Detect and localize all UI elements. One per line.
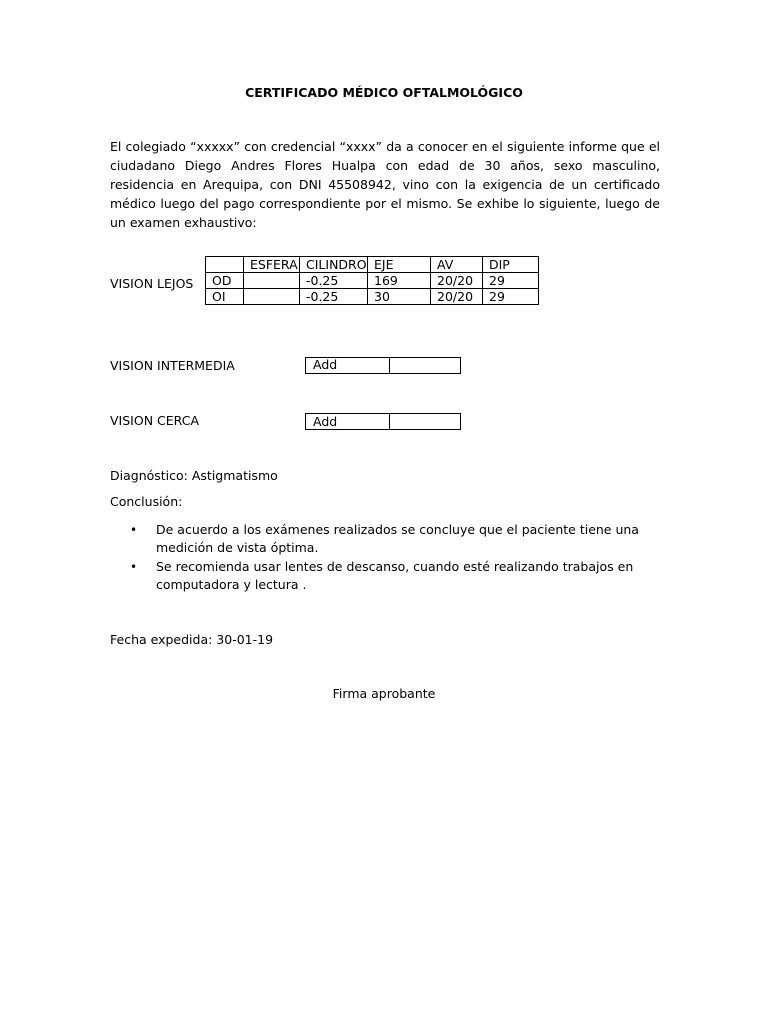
table-header-cell: ESFERA <box>244 257 300 273</box>
table-row <box>206 273 539 289</box>
table-header-row <box>206 257 539 273</box>
vision-lejos-table <box>205 256 539 305</box>
diagnostico-text: Diagnóstico: Astigmatismo <box>110 468 278 483</box>
vision-intermedia-label: VISION INTERMEDIA <box>110 358 235 373</box>
table-header-cell: CILINDRO <box>300 257 368 273</box>
list-item-text: De acuerdo a los exámenes realizados se concluye que el paciente tiene una medición de vista óptima. <box>156 522 639 555</box>
list-item <box>130 558 670 594</box>
vision-intermedia-box <box>305 357 461 374</box>
vision-cerca-box <box>305 413 461 430</box>
table-cell: OD <box>206 273 244 289</box>
table-cell: 29 <box>483 273 539 289</box>
table-cell <box>244 289 300 305</box>
table-header-cell: DIP <box>483 257 539 273</box>
table-cell: 29 <box>483 289 539 305</box>
vision-cerca-label: VISION CERCA <box>110 413 199 428</box>
table-header-cell <box>206 257 244 273</box>
fecha-expedida: Fecha expedida: 30-01-19 <box>110 632 274 647</box>
table-header-cell: EJE <box>368 257 431 273</box>
table-cell <box>244 273 300 289</box>
table-cell: 30 <box>368 289 431 305</box>
list-item-text: Se recomienda usar lentes de descanso, cuando esté realizando trabajos en computadora y lectura . <box>156 559 634 592</box>
table-cell: -0.25 <box>300 289 368 305</box>
add-cell: Add <box>306 358 390 373</box>
list-item <box>130 521 670 557</box>
bullet-icon: • <box>130 523 138 537</box>
document-title: CERTIFICADO MÉDICO OFTALMOLÓGICO <box>245 85 523 100</box>
table-header-cell: AV <box>431 257 483 273</box>
intro-paragraph: El colegiado “xxxxx” con credencial “xxxx” da a conocer en el siguiente informe que el ciudadano Diego Andres Flores Hualpa con edad de 30 años, sexo masculino, residencia en Arequipa, con DNI 45508942, vino con la exigencia de un certificado médico luego del pago correspondiente por el mismo. Se exhibe lo siguiente, luego de un examen exhaustivo: <box>110 139 660 230</box>
firma-aprobante: Firma aprobante <box>332 686 436 701</box>
bullet-icon: • <box>130 560 138 574</box>
vision-lejos-label: VISION LEJOS <box>110 276 194 291</box>
conclusion-label: Conclusión: <box>110 494 183 509</box>
table-cell: -0.25 <box>300 273 368 289</box>
table-cell: OI <box>206 289 244 305</box>
conclusion-list <box>130 521 670 595</box>
add-cell: Add <box>306 414 390 429</box>
table-row <box>206 289 539 305</box>
table-cell: 20/20 <box>431 273 483 289</box>
table-cell: 169 <box>368 273 431 289</box>
table-cell: 20/20 <box>431 289 483 305</box>
